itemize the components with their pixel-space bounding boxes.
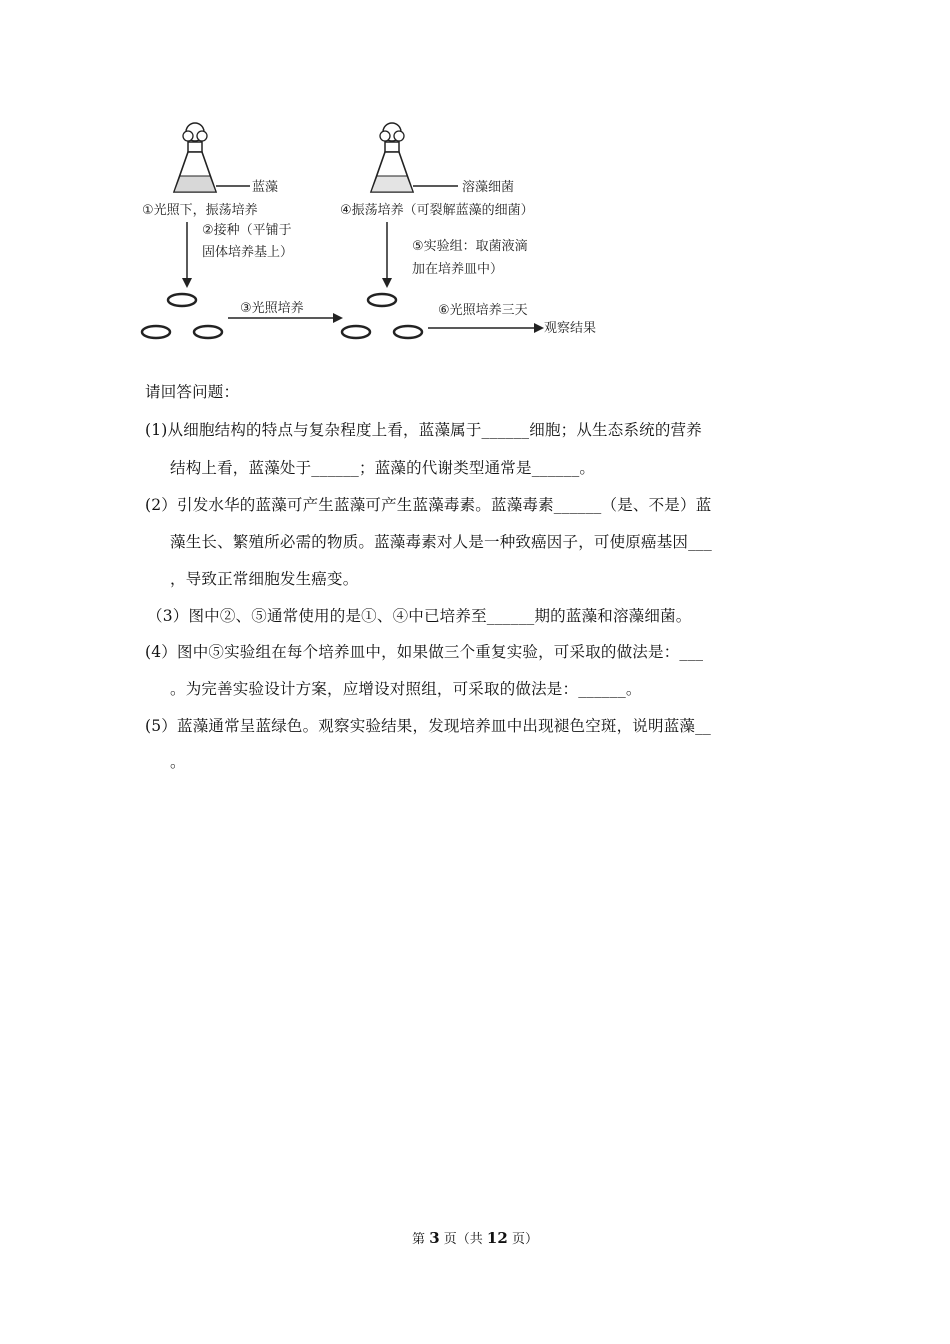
footer-prefix: 第 [412, 1232, 426, 1247]
label-lytic-bacteria: 溶藻细菌 [462, 180, 515, 195]
q5-line1: (5）蓝藻通常呈蓝绿色。观察实验结果，发现培养皿中出现褪色空斑，说明蓝藻__ [145, 717, 712, 735]
step1-label: ①光照下，振荡培养 [142, 203, 258, 218]
petri-dishes-2 [342, 294, 422, 338]
step2-label-line1: ②接种（平铺于 [202, 223, 292, 238]
q5-line2: 。 [170, 753, 186, 771]
q2-line3: ，导致正常细胞发生癌变。 [170, 570, 359, 588]
step4-label: ④振荡培养（可裂解蓝藻的细菌） [340, 203, 534, 218]
q3-line1: （3）图中②、⑤通常使用的是①、④中已培养至______期的蓝藻和溶藻细菌。 [147, 607, 692, 625]
q1-line1: (1)从细胞结构的特点与复杂程度上看，蓝藻属于______细胞；从生态系统的营养 [145, 421, 702, 439]
q4-line1: (4）图中⑤实验组在每个培养皿中，如果做三个重复实验，可采取的做法是：___ [145, 643, 704, 661]
page-number: 3 [429, 1229, 440, 1247]
experiment-flow-svg [130, 118, 630, 358]
label-algae: 蓝藻 [252, 180, 279, 195]
petri-dishes-1 [142, 294, 222, 338]
total-pages: 12 [486, 1229, 508, 1247]
step3-label: ③光照培养 [240, 301, 304, 316]
flask-2 [371, 123, 413, 192]
q1-line2: 结构上看，蓝藻处于______；蓝藻的代谢类型通常是______。 [170, 459, 596, 477]
footer-suffix: 页） [511, 1232, 538, 1247]
footer-middle: 页（共 [443, 1232, 483, 1247]
step5-label-line1: ⑤实验组：取菌液滴 [412, 239, 528, 254]
step5-label-line2: 加在培养皿中） [412, 262, 504, 277]
q2-line1: (2）引发水华的蓝藻可产生蓝藻可产生蓝藻毒素。蓝藻毒素______（是、不是）蓝 [145, 496, 712, 514]
step6-label: ⑥光照培养三天 [438, 303, 528, 318]
page-footer [0, 1228, 950, 1247]
step2-label-line2: 固体培养基上） [202, 245, 294, 260]
q2-line2: 藻生长、繁殖所必需的物质。蓝藻毒素对人是一种致癌因子，可使原癌基因___ [170, 533, 712, 551]
experiment-diagram [130, 118, 630, 358]
result-label: 观察结果 [544, 321, 597, 336]
q4-line2: 。为完善实验设计方案，应增设对照组，可采取的做法是：______。 [170, 680, 642, 698]
question-intro: 请回答问题： [145, 383, 240, 401]
flask-1 [174, 123, 216, 192]
